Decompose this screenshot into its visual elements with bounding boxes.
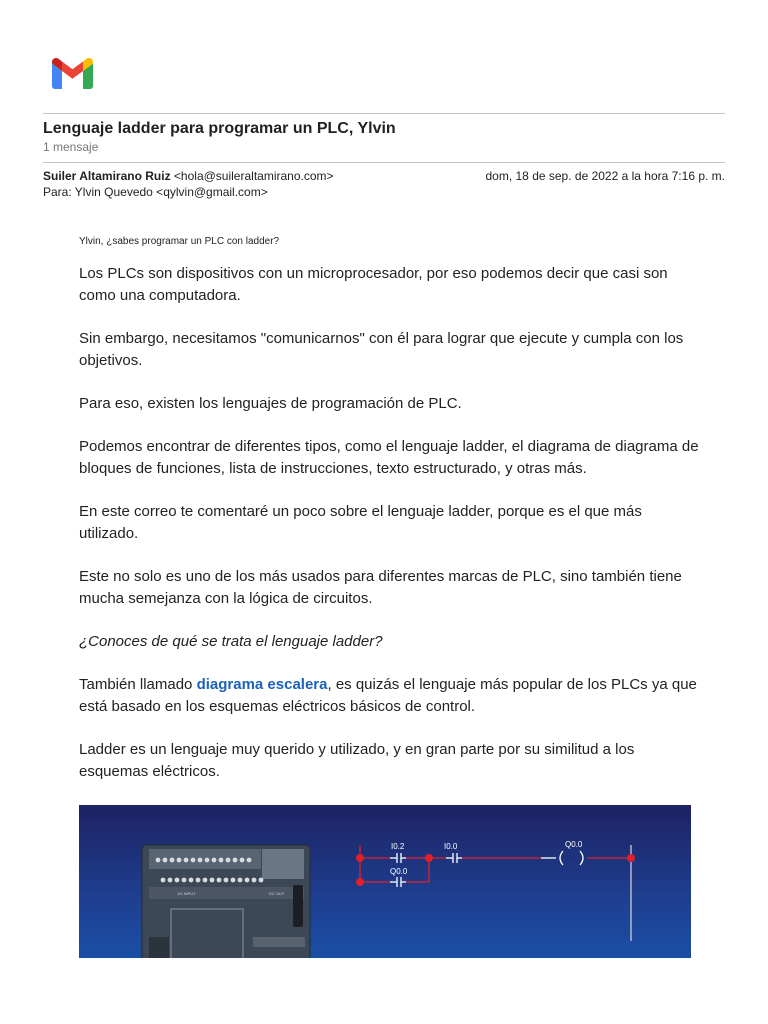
- paragraph-4: Podemos encontrar de diferentes tipos, como el lenguaje ladder, el diagrama de diagrama de bloques de funciones, lista de instrucciones, texto estructurado, y otras más.: [79, 438, 699, 477]
- ladder-banner-image[interactable]: [79, 805, 691, 958]
- paragraph-5: En este correo te comentaré un poco sobre el lenguaje ladder, porque es el que más utilizado.: [79, 503, 642, 542]
- plc-label-output: DC OUT: [269, 891, 285, 896]
- paragraph-1: Los PLCs son dispositivos con un microprocesador, por eso podemos decir que casi son como una computadora.: [79, 265, 668, 304]
- paragraph-3: Para eso, existen los lenguajes de programación de PLC.: [79, 395, 462, 412]
- sender-name: Suiler Altamirano Ruiz: [43, 169, 171, 183]
- contact-label-i00: I0.0: [444, 842, 458, 851]
- email-body: [79, 236, 699, 804]
- contact-label-i02: I0.2: [391, 842, 405, 851]
- gmail-logo-icon: [52, 58, 93, 89]
- plc-label-input: 1/0 INPUT: [177, 891, 196, 896]
- header-divider: [43, 113, 725, 114]
- paragraph-2: Sin embargo, necesitamos "comunicarnos" con él para lograr que ejecute y cumpla con los objetivos.: [79, 330, 684, 369]
- paragraph-8-end: , es quizás el lenguaje más popular de los PLCs ya que está basado en los esquemas eléctricos básicos de control.: [79, 676, 697, 715]
- paragraph-8-start: También llamado: [79, 676, 197, 693]
- preheader-text: Ylvin, ¿sabes programar un PLC con ladder?: [79, 236, 280, 247]
- paragraph-6: Este no solo es uno de los más usados para diferentes marcas de PLC, sino también tiene mucha semejanza con la lógica de circuitos.: [79, 568, 682, 607]
- email-subject: Lenguaje ladder para programar un PLC, Ylvin: [43, 120, 396, 137]
- coil-label-q00: Q0.0: [565, 840, 583, 849]
- diagrama-escalera-link[interactable]: diagrama escalera: [196, 676, 328, 693]
- message-count: 1 mensaje: [43, 140, 99, 154]
- paragraph-question: ¿Conoces de qué se trata el lenguaje ladder?: [79, 633, 383, 650]
- paragraph-8: [79, 674, 699, 718]
- ladder-illustration: [79, 805, 691, 958]
- paragraph-9: Ladder es un lenguaje muy querido y utilizado, y en gran parte por su similitud a los esquemas eléctricos.: [79, 741, 635, 780]
- message-date: dom, 18 de sep. de 2022 a la hora 7:16 p. m.: [485, 169, 725, 183]
- recipient-line: Para: Ylvin Quevedo <qylvin@gmail.com>: [43, 185, 268, 199]
- contact-label-q00: Q0.0: [390, 867, 408, 876]
- subject-divider: [43, 162, 725, 163]
- plc-device-icon: [142, 845, 310, 958]
- sender-line: [43, 169, 334, 183]
- sender-email[interactable]: <hola@suileraltamirano.com>: [173, 169, 334, 183]
